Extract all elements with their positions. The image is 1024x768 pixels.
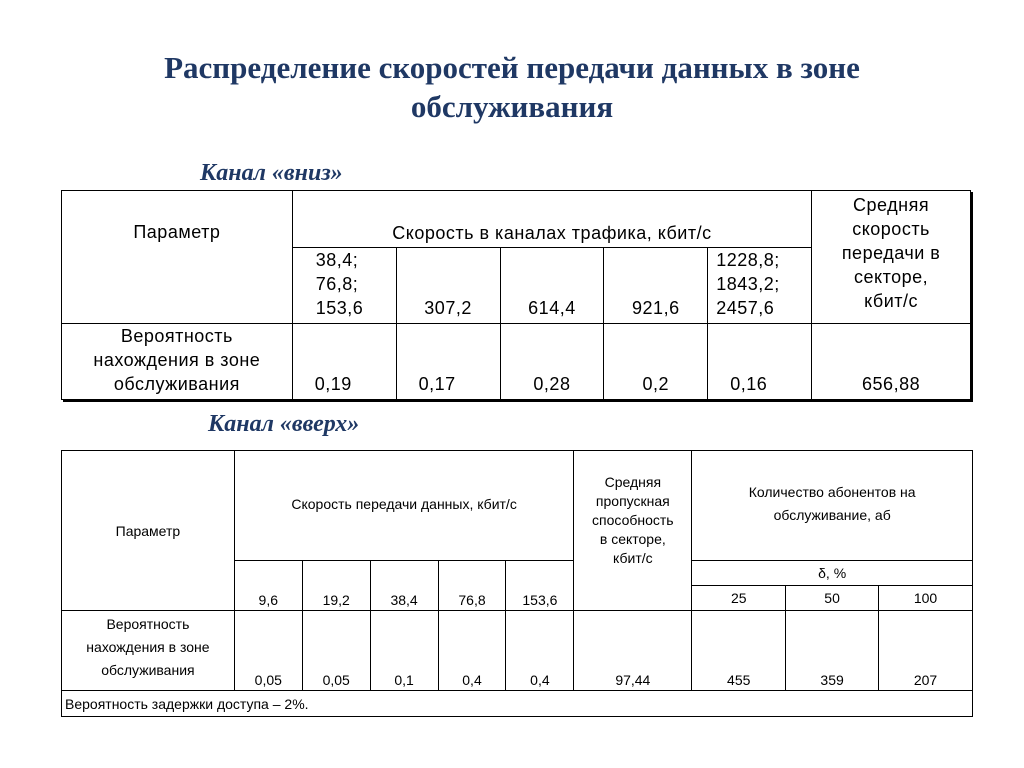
- downlink-speed-line: 38,4;: [315, 250, 359, 270]
- downlink-speed-cell: 921,6: [604, 248, 708, 324]
- downlink-row-label: [62, 324, 293, 400]
- uplink-delta-value: 25: [692, 586, 786, 611]
- uplink-subscribers-value: 207: [879, 611, 973, 691]
- uplink-throughput-header-line: кбит/с: [613, 550, 653, 566]
- uplink-speed-value: 38,4: [370, 561, 438, 611]
- downlink-speed-header: Скорость в каналах трафика, кбит/с: [292, 191, 811, 248]
- uplink-delta-value: 100: [879, 586, 973, 611]
- downlink-avg-header-line: Средняя: [853, 195, 930, 215]
- uplink-row-label-line: обслуживания: [101, 662, 195, 678]
- downlink-probability: 0,2: [604, 324, 708, 400]
- downlink-caption: Канал «вниз»: [200, 160, 343, 186]
- uplink-throughput-value: 97,44: [574, 611, 692, 691]
- slide-title: [60, 48, 964, 126]
- uplink-throughput-header-line: Средняя: [604, 474, 662, 490]
- uplink-delta-header: δ, %: [692, 561, 973, 586]
- uplink-speed-value: 9,6: [234, 561, 302, 611]
- uplink-speed-header: Скорость передачи данных, кбит/с: [234, 451, 574, 561]
- downlink-avg-header-line: скорость: [852, 219, 930, 239]
- downlink-speed-cell: [292, 248, 396, 324]
- downlink-speed-line: 1228,8;: [716, 250, 780, 270]
- uplink-row-label: [62, 611, 235, 691]
- downlink-speed-line: 1843,2;: [716, 274, 780, 294]
- uplink-subscribers-header-line: обслуживание, аб: [773, 506, 891, 523]
- uplink-throughput-header-line: пропускная: [595, 493, 670, 509]
- downlink-avg-header-line: передачи в: [841, 243, 941, 263]
- uplink-throughput-header: [574, 451, 692, 611]
- uplink-probability: 0,05: [302, 611, 370, 691]
- downlink-param-header: Параметр: [62, 191, 293, 324]
- uplink-subscribers-header: [692, 451, 973, 561]
- downlink-row-label-line: обслуживания: [113, 374, 240, 394]
- downlink-probability: 0,19: [292, 324, 396, 400]
- downlink-avg-header-line: секторе,: [853, 267, 929, 287]
- uplink-throughput-header-line: в секторе,: [599, 531, 666, 547]
- downlink-row-label-line: нахождения в зоне: [93, 350, 261, 370]
- downlink-avg-header: [812, 191, 971, 324]
- uplink-caption: Канал «вверх»: [208, 411, 360, 437]
- uplink-table: [61, 450, 973, 717]
- uplink-throughput-header-line: способность: [592, 512, 674, 528]
- uplink-speed-value: 19,2: [302, 561, 370, 611]
- uplink-row-label-line: нахождения в зоне: [86, 639, 210, 655]
- downlink-speed-line: 2457,6: [716, 298, 775, 318]
- uplink-subscribers-value: 359: [786, 611, 879, 691]
- uplink-delta-value: 50: [786, 586, 879, 611]
- uplink-param-header: Параметр: [62, 451, 235, 611]
- uplink-speed-value: 153,6: [506, 561, 574, 611]
- uplink-probability: 0,4: [438, 611, 506, 691]
- downlink-speed-cell: 307,2: [396, 248, 500, 324]
- downlink-speed-cell: 614,4: [500, 248, 604, 324]
- uplink-note: Вероятность задержки доступа – 2%.: [62, 691, 973, 717]
- downlink-speed-line: 153,6: [315, 298, 364, 318]
- uplink-subscribers-value: 455: [692, 611, 786, 691]
- uplink-subscribers-header-line: Количество абонентов на: [748, 483, 916, 500]
- uplink-probability: 0,1: [370, 611, 438, 691]
- downlink-table: [61, 190, 971, 400]
- slide-title-line-1: Распределение скоростей передачи данных в зоне: [164, 50, 860, 85]
- uplink-probability: 0,4: [506, 611, 574, 691]
- downlink-speed-cell: [708, 248, 812, 324]
- downlink-avg-value: 656,88: [812, 324, 971, 400]
- uplink-probability: 0,05: [234, 611, 302, 691]
- downlink-row-label-line: Вероятность: [120, 326, 233, 346]
- downlink-probability: 0,28: [500, 324, 604, 400]
- downlink-probability: 0,16: [708, 324, 812, 400]
- downlink-probability: 0,17: [396, 324, 500, 400]
- uplink-row-label-line: Вероятность: [106, 616, 190, 632]
- slide-title-line-2: обслуживания: [410, 89, 614, 124]
- downlink-avg-header-line: кбит/с: [864, 291, 919, 311]
- uplink-speed-value: 76,8: [438, 561, 506, 611]
- downlink-speed-line: 76,8;: [315, 274, 359, 294]
